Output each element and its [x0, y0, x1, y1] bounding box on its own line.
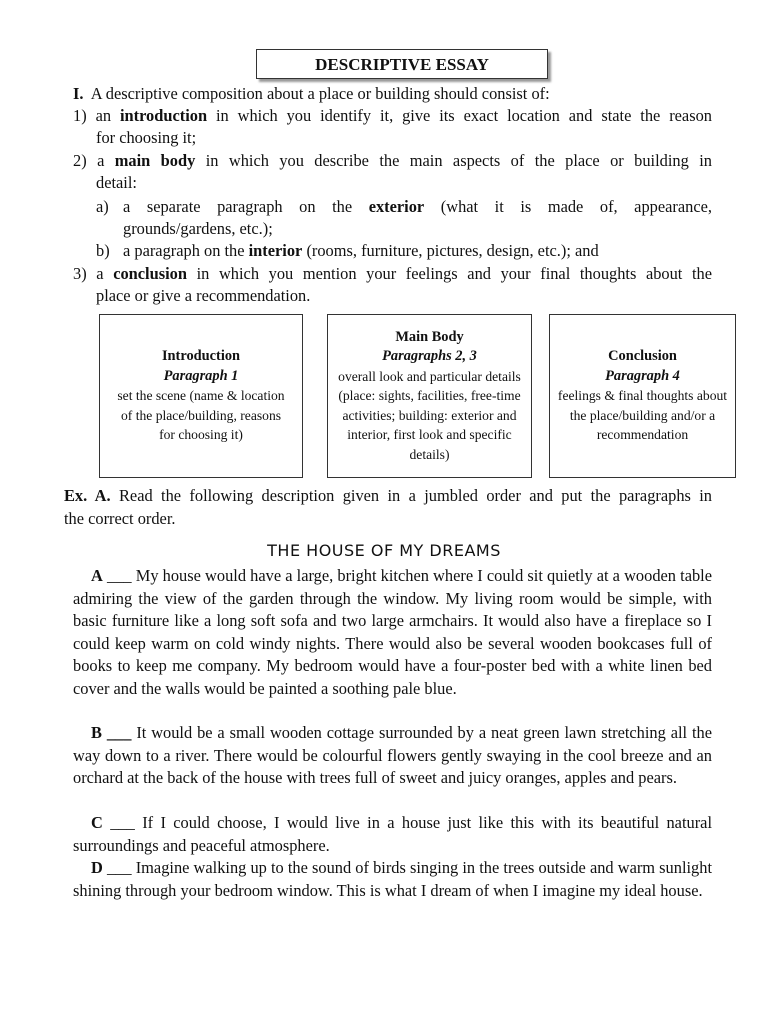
exercise-continuation: the correct order. — [64, 509, 176, 528]
paragraph-b — [73, 722, 712, 790]
item-a-pre: a separate paragraph on the — [123, 197, 353, 216]
paragraph-c-blank: ___ — [110, 813, 135, 832]
item-a-text: (what it is made of, appearance, — [440, 197, 712, 216]
item-2-keyword: main body — [114, 151, 196, 170]
item-3-continuation: place or give a recommendation. — [96, 286, 311, 305]
box-introduction-body: set the scene (name & location of the place/building, reasons for choosing it) — [117, 388, 285, 443]
box-conclusion-heading: Conclusion — [608, 348, 677, 365]
paragraph-d-label: D — [91, 858, 103, 877]
item-b-line — [123, 240, 712, 263]
paragraph-b-label: B — [91, 723, 102, 742]
item-3-keyword: conclusion — [113, 264, 187, 283]
box-main-body — [327, 314, 532, 478]
paragraph-c — [73, 812, 712, 857]
item-b-keyword: interior — [248, 241, 303, 260]
box-main-body-subheading: Paragraphs 2, 3 — [382, 348, 477, 365]
box-introduction — [99, 314, 303, 478]
box-introduction-subheading: Paragraph 1 — [163, 367, 239, 384]
paragraph-d-text: Imagine walking up to the sound of birds singing in the trees outside and warm sunlight shining through your bedroom window. This is what I dream of when I imagine my ideal house. — [73, 858, 712, 900]
box-introduction-heading: Introduction — [161, 348, 241, 365]
item-2-line — [73, 150, 712, 173]
item-b-pre: a paragraph on the — [123, 241, 245, 260]
item-3-line — [73, 263, 712, 286]
item-a-keyword: exterior — [368, 197, 425, 216]
item-2-continuation: detail: — [96, 173, 137, 192]
page-title: DESCRIPTIVE ESSAY — [256, 49, 548, 79]
paragraph-d — [73, 857, 712, 902]
paragraph-b-text: It would be a small wooden cottage surrounded by a neat green lawn stretching all the way down to a river. There would be colourful flowers gently swaying in the cool breeze and an orchard at the back of the house with trees full of sweet and juicy oranges, apples and pears. — [73, 723, 712, 787]
intro-line — [73, 83, 713, 106]
paragraph-b-blank: ___ — [106, 723, 132, 742]
item-2-number: 2) — [73, 151, 87, 170]
intro-roman: I. — [73, 84, 84, 103]
exercise-label: Ex. A. — [64, 486, 111, 505]
paragraph-c-text: If I could choose, I would live in a house just like this with its beautiful natural surroundings and peaceful atmosphere. — [73, 813, 712, 855]
box-conclusion-subheading: Paragraph 4 — [605, 367, 680, 384]
paragraph-c-label: C — [91, 813, 103, 832]
paragraph-a — [73, 565, 712, 700]
paragraph-d-blank: ___ — [106, 858, 132, 877]
box-conclusion — [549, 314, 736, 478]
box-main-body-body: overall look and particular details (place: sights, facilities, free-time activities; building: exterior and interior, first look and specific details) — [338, 368, 521, 462]
exercise-line — [64, 485, 712, 508]
item-2-text: in which you describe the main aspects of the place or building in — [205, 151, 712, 170]
item-b-text: (rooms, furniture, pictures, design, etc.); and — [306, 241, 599, 260]
box-conclusion-body: feelings & final thoughts about the place/building and/or a recommendation — [557, 388, 728, 443]
item-a-line — [123, 196, 712, 219]
item-1-pre: an — [95, 106, 112, 125]
item-3-number: 3) — [73, 264, 87, 283]
exercise-text: Read the following description given in a jumbled order and put the paragraphs in — [119, 486, 713, 505]
intro-text: A descriptive composition about a place or building should consist of: — [90, 84, 550, 103]
item-3-pre: a — [96, 264, 104, 283]
paragraph-a-label: A — [91, 566, 103, 585]
item-a-continuation: grounds/gardens, etc.); — [123, 219, 273, 238]
item-a-number: a) — [96, 197, 109, 216]
item-2-pre: a — [97, 151, 105, 170]
item-1-continuation: for choosing it; — [96, 128, 197, 147]
paragraph-a-blank: ___ — [107, 566, 132, 585]
box-main-body-heading: Main Body — [395, 329, 464, 346]
item-b-number: b) — [96, 241, 110, 260]
item-1-text: in which you identify it, give its exact location and state the reason — [216, 106, 712, 125]
paragraph-a-text: My house would have a large, bright kitchen where I could sit quietly at a wooden table admiring the view of the garden through the window. My living room would be simple, with basic furniture like a long soft sofa and two large armchairs. It would also have a fireplace so I could keep warm on cold windy nights. There would also be several wooden bookcases full of books to keep me company. My bedroom would have a four-poster bed with a white linen bed cover and the walls would be painted a soothing pale blue. — [73, 566, 712, 698]
story-title: THE HOUSE OF MY DREAMS — [267, 541, 501, 560]
item-1-keyword: introduction — [119, 106, 208, 125]
item-1-line — [73, 105, 712, 128]
item-3-text: in which you mention your feelings and your final thoughts about the — [196, 264, 713, 283]
item-1-number: 1) — [73, 106, 87, 125]
